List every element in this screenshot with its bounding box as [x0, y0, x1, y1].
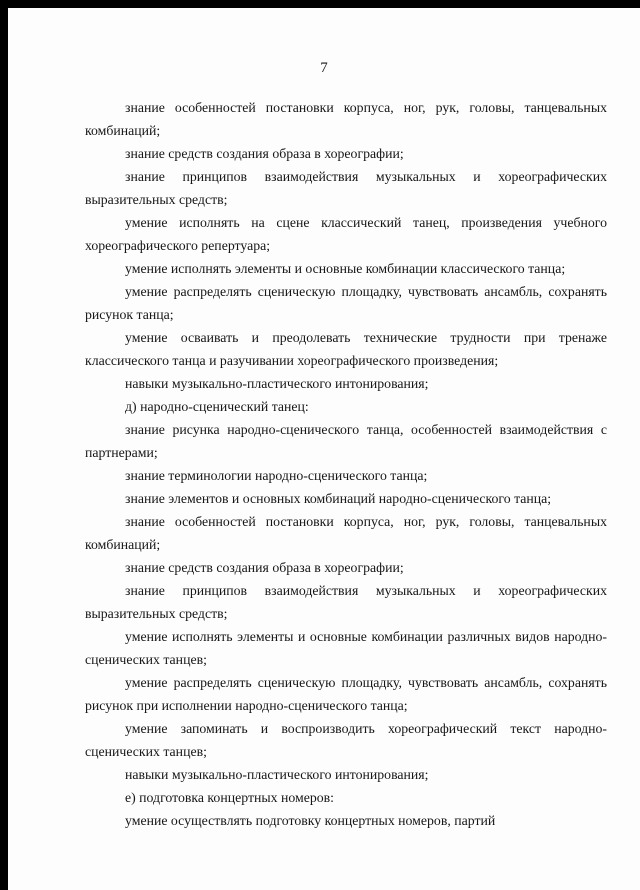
paragraph: умение осуществлять подготовку концертных номеров, партий: [125, 813, 496, 828]
paragraph: умение исполнять элементы и основные комбинации классического танца;: [125, 261, 566, 276]
paragraph: умение распределять сценическую площадку, чувствовать ансамбль, сохранять рисунок при исполнении народно-сценического танца;: [85, 675, 607, 713]
paragraph: умение распределять сценическую площадку, чувствовать ансамбль, сохранять рисунок танца;: [85, 284, 607, 322]
paragraph: знание средств создания образа в хореографии;: [125, 560, 404, 575]
document-page: [8, 8, 640, 890]
paragraph: умение исполнять элементы и основные комбинации различных видов народно-сценических танцев;: [85, 629, 607, 667]
document-body: [85, 96, 607, 832]
section-heading: е) подготовка концертных номеров:: [125, 790, 334, 805]
paragraph: знание элементов и основных комбинаций народно-сценического танца;: [125, 491, 552, 506]
paragraph: знание терминологии народно-сценического танца;: [125, 468, 428, 483]
paragraph: знание средств создания образа в хореографии;: [125, 146, 404, 161]
paragraph: знание принципов взаимодействия музыкальных и хореографических выразительных средств;: [85, 583, 607, 621]
paragraph: знание особенностей постановки корпуса, ног, рук, головы, танцевальных комбинаций;: [85, 514, 607, 552]
page-number: 7: [320, 60, 328, 76]
paragraph: навыки музыкально-пластического интонирования;: [125, 376, 429, 391]
paragraph: знание принципов взаимодействия музыкальных и хореографических выразительных средств;: [85, 169, 607, 207]
paragraph: знание особенностей постановки корпуса, ног, рук, головы, танцевальных комбинаций;: [85, 100, 607, 138]
paragraph: умение запоминать и воспроизводить хореографический текст народно-сценических танцев;: [85, 721, 607, 759]
paragraph: навыки музыкально-пластического интонирования;: [125, 767, 429, 782]
paragraph: знание рисунка народно-сценического танца, особенностей взаимодействия с партнерами;: [85, 422, 607, 460]
paragraph: умение осваивать и преодолевать технические трудности при тренаже классического танца и разучивании хореографического произведения;: [85, 330, 607, 368]
paragraph: умение исполнять на сцене классический танец, произведения учебного хореографического репертуара;: [85, 215, 607, 253]
section-heading: д) народно-сценический танец:: [125, 399, 309, 414]
